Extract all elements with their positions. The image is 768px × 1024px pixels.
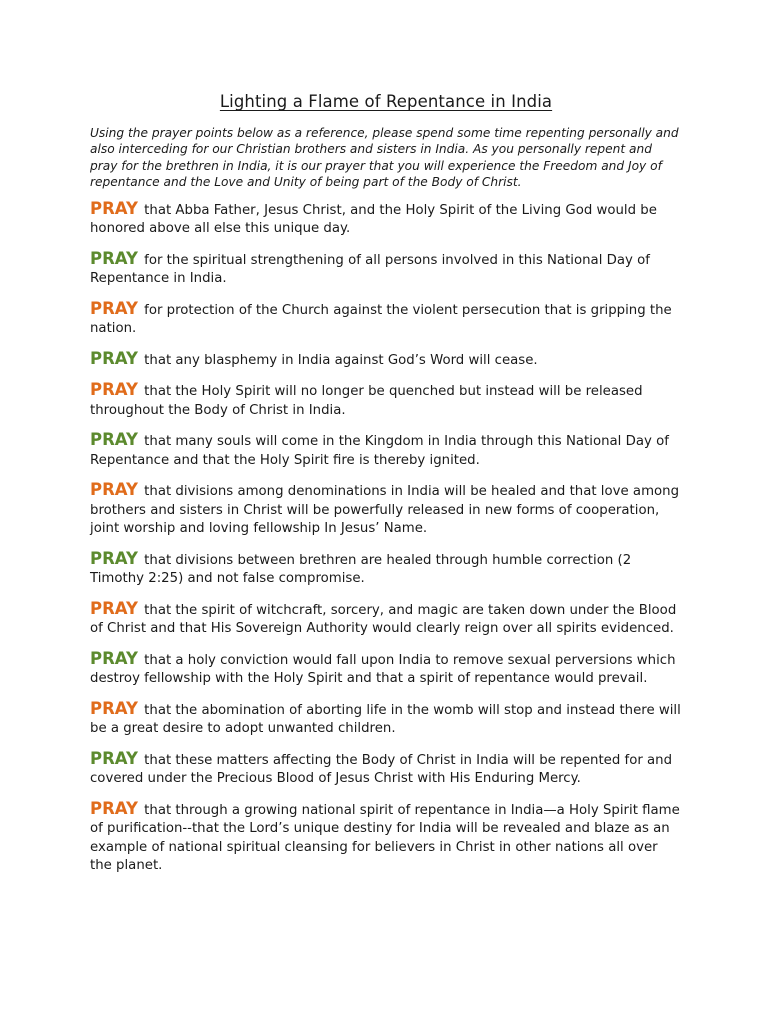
prayer-text: that these matters affecting the Body of Christ in India will be repented for and covered under the Precious Blood of Jesus Christ with His Enduring Mercy. <box>90 752 673 787</box>
document-page <box>90 92 682 887</box>
prayer-text: that divisions among denominations in India will be healed and that love among brothers and sisters in Christ will be powerfully released in new forms of cooperation, joint worship and loving fellowship In Jesus’ Name. <box>90 484 680 537</box>
pray-keyword: PRAY <box>90 698 138 718</box>
prayer-text: for protection of the Church against the violent persecution that is gripping the nation. <box>90 302 672 337</box>
pray-keyword: PRAY <box>90 598 138 618</box>
prayer-text: that a holy conviction would fall upon India to remove sexual perversions which destroy fellowship with the Holy Spirit and that a spirit of repentance would prevail. <box>90 652 676 687</box>
prayer-text: that any blasphemy in India against God’s Word will cease. <box>144 352 538 368</box>
pray-keyword: PRAY <box>90 480 138 500</box>
prayer-item <box>90 200 682 239</box>
pray-keyword: PRAY <box>90 348 138 368</box>
prayer-item <box>90 750 682 789</box>
prayer-item <box>90 600 682 639</box>
pray-keyword: PRAY <box>90 248 138 268</box>
prayer-item <box>90 700 682 739</box>
pray-keyword: PRAY <box>90 298 138 318</box>
prayer-text: that the spirit of witchcraft, sorcery, and magic are taken down under the Blood of Christ and that His Sovereign Authority would clearly reign over all spirits evidenced. <box>90 602 677 637</box>
intro-paragraph: Using the prayer points below as a reference, please spend some time repenting personally and also interceding for our Christian brothers and sisters in India. As you personally repent and pray for the brethren in India, it is our prayer that you will experience the Freedom and Joy of repentance and the Love and Unity of being part of the Body of Christ. <box>90 126 679 190</box>
pray-keyword: PRAY <box>90 548 138 568</box>
prayer-item <box>90 250 682 289</box>
prayer-item <box>90 550 682 589</box>
pray-keyword: PRAY <box>90 380 138 400</box>
prayer-item <box>90 481 682 539</box>
pray-keyword: PRAY <box>90 430 138 450</box>
prayer-text: for the spiritual strengthening of all persons involved in this National Day of Repentance in India. <box>90 252 650 287</box>
prayer-item <box>90 381 682 420</box>
prayer-text: that many souls will come in the Kingdom in India through this National Day of Repentance and that the Holy Spirit fire is thereby ignited. <box>90 434 669 468</box>
page-title: Lighting a Flame of Repentance in India <box>219 92 553 111</box>
pray-keyword: PRAY <box>90 798 138 818</box>
prayer-list <box>90 200 682 876</box>
prayer-item <box>90 300 682 339</box>
prayer-text: that through a growing national spirit of repentance in India—a Holy Spirit flame of purification--that the Lord’s unique destiny for India will be revealed and blaze as an example of national spiritual cleansing for believers in Christ in other nations all over the planet. <box>90 802 680 874</box>
pray-keyword: PRAY <box>90 648 138 668</box>
prayer-item <box>90 350 682 371</box>
pray-keyword: PRAY <box>90 198 138 218</box>
prayer-text: that the abomination of aborting life in the womb will stop and instead there will be a great desire to adopt unwanted children. <box>90 702 681 737</box>
prayer-item <box>90 800 682 876</box>
prayer-text: that divisions between brethren are healed through humble correction (2 Timothy 2:25) and not false compromise. <box>90 552 632 587</box>
pray-keyword: PRAY <box>90 748 138 768</box>
prayer-item <box>90 431 682 470</box>
prayer-item <box>90 650 682 689</box>
prayer-text: that Abba Father, Jesus Christ, and the Holy Spirit of the Living God would be honored above all else this unique day. <box>90 202 657 237</box>
prayer-text: that the Holy Spirit will no longer be quenched but instead will be released throughout the Body of Christ in India. <box>90 384 643 418</box>
